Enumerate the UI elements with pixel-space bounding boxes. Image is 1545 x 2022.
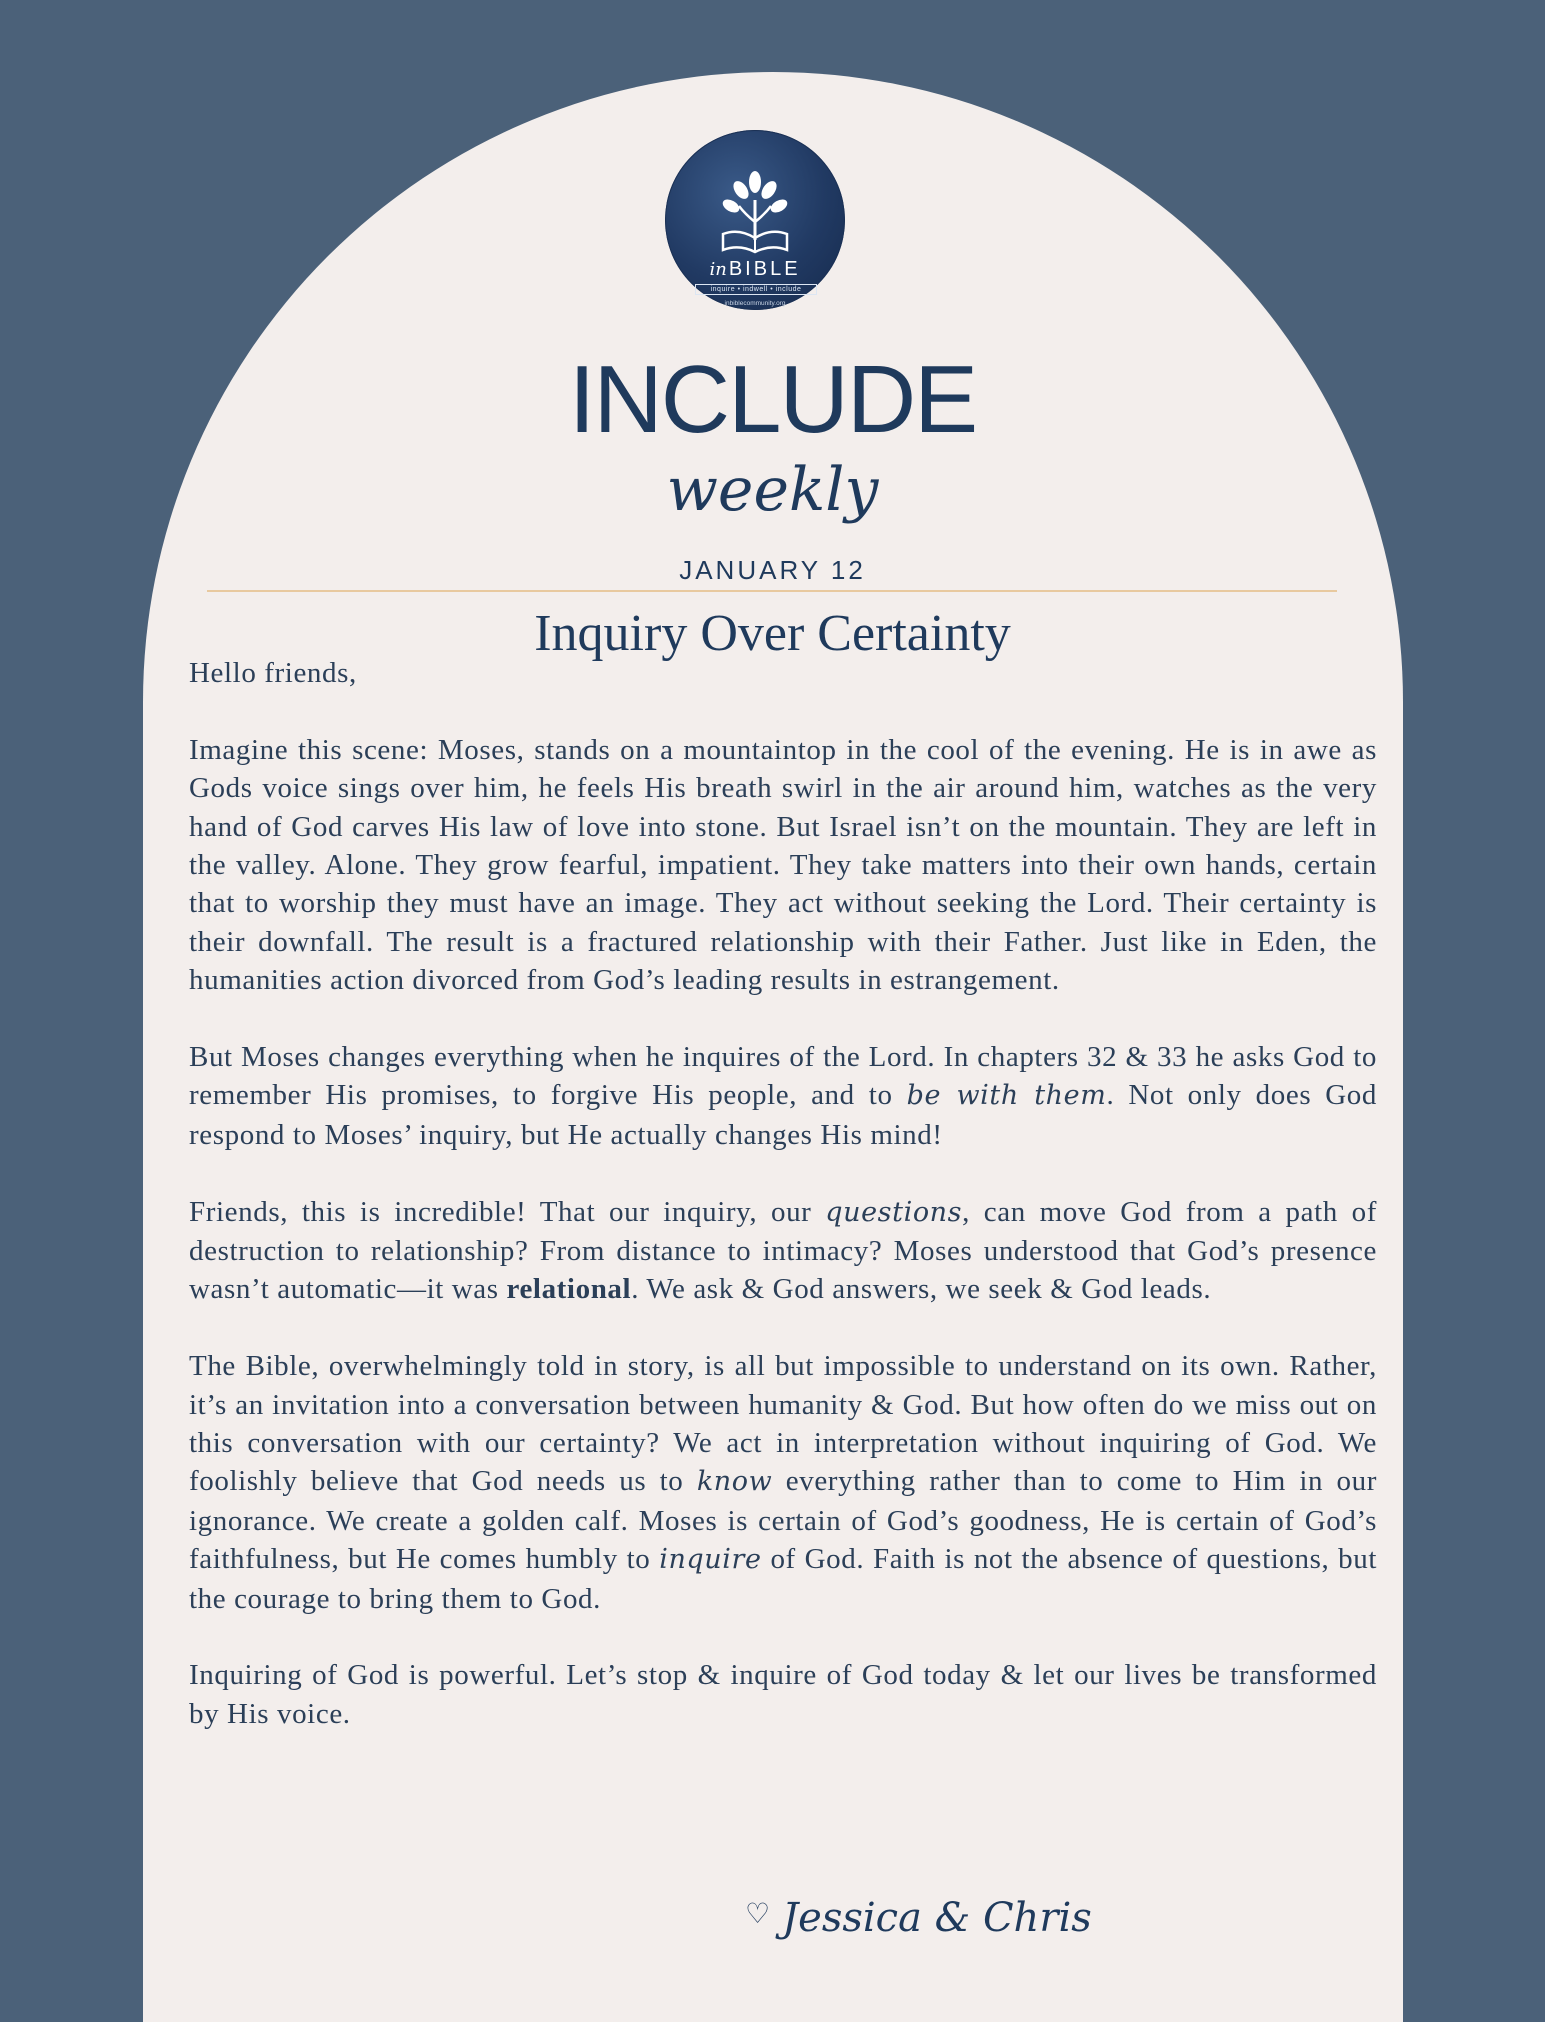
- paragraph-1: Imagine this scene: Moses, stands on a mountaintop in the cool of the evening. He is in awe as Gods voice sings over him, he feels His breath swirl in the air around him, watches as the very hand of God carves His law of love into stone. But Israel isn’t on the mountain. They are left in the valley. Alone. They grow fearful, impatient. They take matters into their own hands, certain that to worship they must have an image. They act without seeking the Lord. Their certainty is their downfall. The result is a fractured relationship with their Father. Just like in Eden, the humanities action divorced from God’s leading results in estrangement.: [189, 733, 1377, 997]
- paragraph-5: Inquiring of God is powerful. Let’s stop & inquire of God today & let our lives be transformed by His voice.: [189, 1659, 1377, 1730]
- logo-wordmark: [665, 258, 845, 281]
- paragraph-2: [189, 1038, 1377, 1154]
- logo-word-in: in: [709, 259, 727, 280]
- article-heading: Inquiry Over Certainty: [534, 605, 1011, 662]
- signature: [745, 1895, 1092, 1941]
- paragraph-4-emphasis-inquire: inquire: [659, 1544, 762, 1576]
- tree-book-icon: [665, 130, 845, 310]
- newsletter-subtitle: weekly: [666, 455, 879, 525]
- paragraph-4-emphasis-know: know: [696, 1466, 773, 1498]
- paragraph-2-text-a: But Moses changes everything when he inquires of the Lord. In chapters 32 & 33 he asks God to remember His promises, to forgive His people, and to: [189, 1041, 1377, 1112]
- paragraph-2-emphasis: be with them: [906, 1080, 1107, 1112]
- paragraph-3-strong: relational: [506, 1273, 632, 1306]
- signature-text: Jessica & Chris: [782, 1895, 1092, 1941]
- paragraph-2-text-b: . Not only does God respond to Moses’ inquiry, but He actually changes His mind!: [189, 1079, 1378, 1151]
- logo-word-bible: BIBLE: [728, 258, 801, 280]
- heart-icon: ♡: [745, 1897, 771, 1930]
- article-body: [189, 654, 1377, 1733]
- paragraph-3-text-b: , can move God from a path of destruction to relationship? From distance to intimacy? Moses understood that God’s presence wasn’t automatic—it was: [189, 1195, 1378, 1306]
- paragraph-4-text-c: of God. Faith is not the absence of questions, but the courage to bring them to God.: [189, 1543, 1377, 1615]
- divider-rule: [207, 590, 1337, 592]
- inbible-logo: [665, 130, 845, 310]
- paragraph-4-text-b: everything rather than to come to Him in our ignorance. We create a golden calf. Moses is certain of God’s goodness, He is certain of God’s faithfulness, but He comes humbly to: [189, 1465, 1377, 1576]
- issue-date: JANUARY 12: [679, 555, 866, 585]
- paragraph-4: [189, 1347, 1377, 1618]
- logo-url: inbiblecommunity.org: [724, 300, 786, 307]
- paragraph-3-text-c: . We ask & God answers, we seek & God leads.: [631, 1273, 1212, 1306]
- newsletter-title: INCLUDE: [568, 346, 977, 453]
- paragraph-4-text-a: The Bible, overwhelmingly told in story, is all but impossible to understand on its own. Rather, it’s an invitation into a conversation between humanity & God. But how often do we miss out on this conversation with our certainty? We act in interpretation without inquiring of God. We foolishly believe that God needs us to: [189, 1350, 1377, 1498]
- paragraph-3-text-a: Friends, this is incredible! That our inquiry, our: [189, 1195, 826, 1228]
- logo-tagline: inquire • indwell • include: [695, 284, 817, 295]
- paragraph-3: [189, 1193, 1377, 1309]
- paragraph-3-emphasis: questions: [825, 1196, 963, 1228]
- greeting: Hello friends,: [189, 657, 357, 689]
